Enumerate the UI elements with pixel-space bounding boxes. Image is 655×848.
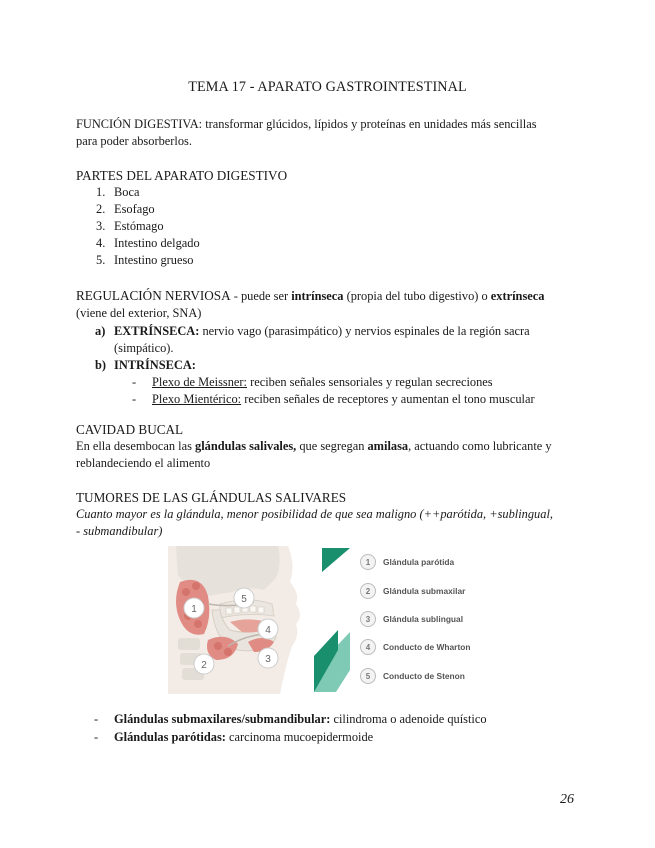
extrinseca-item bbox=[76, 323, 581, 357]
tumores-section bbox=[76, 489, 581, 540]
dash-bullet: - bbox=[94, 712, 99, 726]
item-label: Intestino grueso bbox=[114, 253, 194, 267]
marker-label: 4 bbox=[265, 625, 271, 636]
bullet-text: carcinoma mucoepidermoide bbox=[225, 730, 374, 744]
legend-label: Glándula submaxilar bbox=[383, 585, 466, 596]
item-number: 4. bbox=[96, 236, 106, 250]
item-number: 3. bbox=[96, 219, 106, 233]
legend-item bbox=[360, 610, 463, 628]
item-number: 1. bbox=[96, 185, 106, 199]
funcion-digestiva bbox=[76, 116, 576, 150]
list-item bbox=[76, 201, 576, 218]
list-item bbox=[76, 711, 596, 729]
bullet-text: cilindroma o adenoide quístico bbox=[330, 712, 487, 726]
partes-list bbox=[76, 184, 576, 269]
plexo-meissner-text: reciben señales sensoriales y regulan secreciones bbox=[246, 375, 493, 389]
item-number: 2. bbox=[96, 202, 106, 216]
dash-bullet: - bbox=[132, 375, 137, 389]
bullet-term: Glándulas submaxilares/submandibular: bbox=[114, 712, 331, 726]
marker-1 bbox=[184, 598, 204, 618]
page-number: 26 bbox=[560, 792, 574, 807]
legend-number: 5 bbox=[360, 668, 376, 684]
item-label: Estómago bbox=[114, 219, 164, 233]
cavidad-text: que segregan bbox=[296, 439, 368, 453]
extrinseca-text-2: (simpático). bbox=[114, 341, 174, 355]
legend-item bbox=[360, 667, 465, 685]
legend-number: 3 bbox=[360, 611, 376, 627]
item-label: Intestino delgado bbox=[114, 236, 200, 250]
intrinseca-item bbox=[76, 357, 581, 374]
dash-bullet: - bbox=[94, 730, 99, 744]
legend-number: 1 bbox=[360, 554, 376, 570]
tumores-note: Cuanto mayor es la glándula, menor posibilidad de que sea maligno (++parótida, +sublingual, bbox=[76, 507, 553, 521]
legend-item bbox=[360, 553, 454, 571]
legend-item bbox=[360, 582, 465, 600]
glandulas-term: glándulas salivales, bbox=[195, 439, 297, 453]
marker-label: 2 bbox=[201, 660, 207, 671]
plexo-meissner-name: Plexo de Meissner: bbox=[152, 375, 247, 389]
legend-number: 4 bbox=[360, 639, 376, 655]
funcion-text: : transformar glúcidos, lípidos y proteínas en unidades más sencillas bbox=[198, 117, 537, 131]
teal-accent-shapes bbox=[314, 546, 350, 694]
regulacion-section bbox=[76, 287, 581, 408]
dash-bullet: - bbox=[132, 392, 137, 406]
amilasa-term: amilasa bbox=[367, 439, 409, 453]
tumores-bullets bbox=[76, 711, 596, 747]
salivary-glands-figure bbox=[168, 546, 480, 694]
marker-5 bbox=[234, 588, 254, 608]
partes-heading: PARTES DEL APARATO DIGESTIVO bbox=[76, 168, 288, 183]
plexo-mienterico-name: Plexo Mientérico: bbox=[152, 392, 242, 406]
cavidad-text: En ella desembocan las bbox=[76, 439, 196, 453]
regulacion-text: (propia del tubo digestivo) o bbox=[343, 289, 491, 303]
plexo-meissner-item bbox=[76, 374, 581, 391]
list-item bbox=[76, 218, 576, 235]
cavidad-text-2: reblandeciendo el alimento bbox=[76, 456, 211, 470]
tumores-note-2: - submandibular) bbox=[76, 524, 163, 538]
marker-label: 3 bbox=[265, 654, 271, 665]
intrinseca-term: intrínseca bbox=[291, 289, 344, 303]
extrinseca-title: EXTRÍNSECA: bbox=[114, 324, 200, 338]
legend-number: 2 bbox=[360, 583, 376, 599]
item-number: 5. bbox=[96, 253, 106, 267]
regulacion-heading: REGULACIÓN NERVIOSA bbox=[76, 288, 231, 303]
extrinseca-term: extrínseca bbox=[490, 289, 545, 303]
item-letter: a) bbox=[95, 324, 106, 338]
list-item bbox=[76, 729, 596, 747]
marker-label: 1 bbox=[191, 604, 197, 615]
funcion-label: FUNCIÓN DIGESTIVA bbox=[76, 117, 199, 131]
extrinseca-text: nervio vago (parasimpático) y nervios espinales de la región sacra bbox=[199, 324, 530, 338]
partes-section bbox=[76, 167, 576, 269]
list-item bbox=[76, 252, 576, 269]
funcion-text-2: para poder absorberlos. bbox=[76, 134, 192, 148]
list-item bbox=[76, 235, 576, 252]
plexo-mienterico-text: reciben señales de receptores y aumentan el tono muscular bbox=[241, 392, 535, 406]
item-letter: b) bbox=[95, 358, 107, 372]
legend-label: Conducto de Stenon bbox=[383, 670, 465, 681]
marker-2 bbox=[194, 654, 214, 674]
cavidad-text: , actuando como lubricante y bbox=[408, 439, 552, 453]
tumores-heading: TUMORES DE LAS GLÁNDULAS SALIVARES bbox=[76, 490, 347, 505]
cavidad-section bbox=[76, 421, 581, 472]
bullet-term: Glándulas parótidas: bbox=[114, 730, 226, 744]
page-title: TEMA 17 - APARATO GASTROINTESTINAL bbox=[188, 79, 467, 95]
list-item bbox=[76, 184, 576, 201]
marker-label: 5 bbox=[241, 594, 247, 605]
legend-label: Conducto de Wharton bbox=[383, 641, 471, 652]
intrinseca-title: INTRÍNSECA: bbox=[114, 358, 196, 372]
regulacion-text-2: (viene del exterior, SNA) bbox=[76, 306, 202, 320]
legend-item bbox=[360, 638, 470, 656]
plexo-mienterico-item bbox=[76, 391, 581, 408]
item-label: Esofago bbox=[114, 202, 155, 216]
marker-3 bbox=[258, 648, 278, 668]
item-label: Boca bbox=[114, 185, 140, 199]
legend-label: Glándula parótida bbox=[383, 556, 455, 567]
regulacion-text: - puede ser bbox=[230, 289, 292, 303]
cavidad-heading: CAVIDAD BUCAL bbox=[76, 422, 184, 437]
marker-4 bbox=[258, 619, 278, 639]
legend-label: Glándula sublingual bbox=[383, 613, 464, 624]
